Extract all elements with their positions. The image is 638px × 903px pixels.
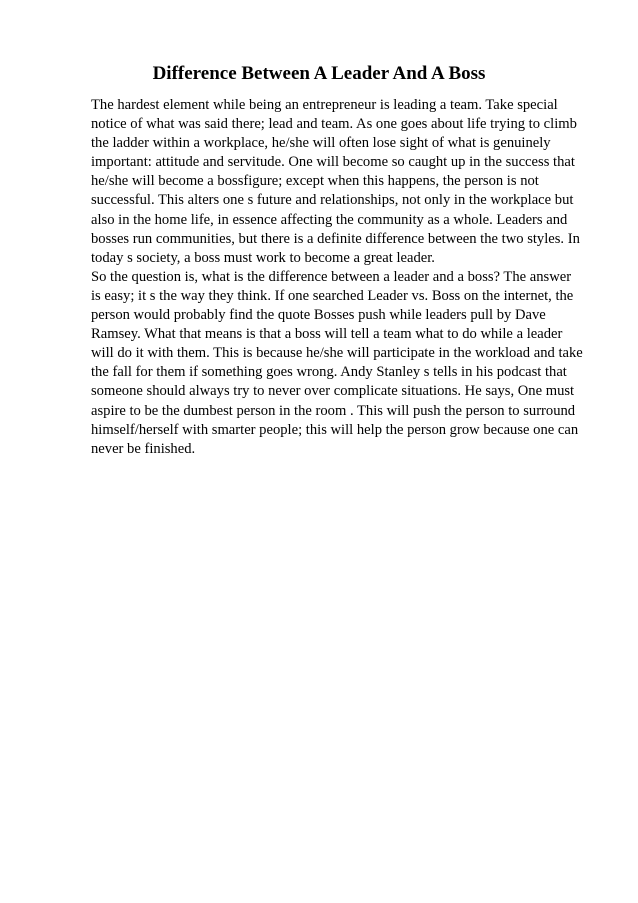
body-line: So the question is, what is the difference between a leader and a boss? The answer (91, 268, 572, 285)
document-title: Difference Between A Leader And A Boss (152, 63, 486, 84)
body-line: is easy; it s the way they think. If one searched Leader vs. Boss on the internet, the (91, 287, 574, 304)
body-line: the ladder within a workplace, he/she will often lose sight of what is genuinely (91, 135, 551, 152)
body-line: will do it with them. This is because he/she will participate in the workload and take (91, 345, 583, 362)
body-line: The hardest element while being an entrepreneur is leading a team. Take special (91, 97, 558, 113)
body-line: never be finished. (91, 440, 196, 457)
body-line: Ramsey. What that means is that a boss will tell a team what to do while a leader (91, 326, 563, 343)
body-line: important: attitude and servitude. One will become so caught up in the success that (91, 154, 575, 171)
body-line: bosses run communities, but there is a definite difference between the two styles. In (91, 230, 580, 247)
body-line: today s society, a boss must work to become a great leader. (91, 249, 435, 266)
body-line: aspire to be the dumbest person in the room . This will push the person to surround (91, 402, 576, 419)
body-line: also in the home life, in essence affecting the community as a whole. Leaders and (91, 211, 568, 228)
body-line: the fall for them if something goes wrong. Andy Stanley s tells in his podcast that (91, 364, 567, 381)
body-line: he/she will become a bossfigure; except when this happens, the person is not (91, 173, 539, 190)
body-line: someone should always try to never over complicate situations. He says, One must (91, 383, 575, 400)
body-line: successful. This alters one s future and relationships, not only in the workplace but (91, 192, 574, 209)
body-line: himself/herself with smarter people; this will help the person grow because one can (91, 421, 579, 438)
document-body (91, 96, 591, 459)
body-line: person would probably find the quote Bosses push while leaders pull by Dave (91, 307, 546, 324)
body-line: notice of what was said there; lead and team. As one goes about life trying to climb (91, 116, 577, 133)
